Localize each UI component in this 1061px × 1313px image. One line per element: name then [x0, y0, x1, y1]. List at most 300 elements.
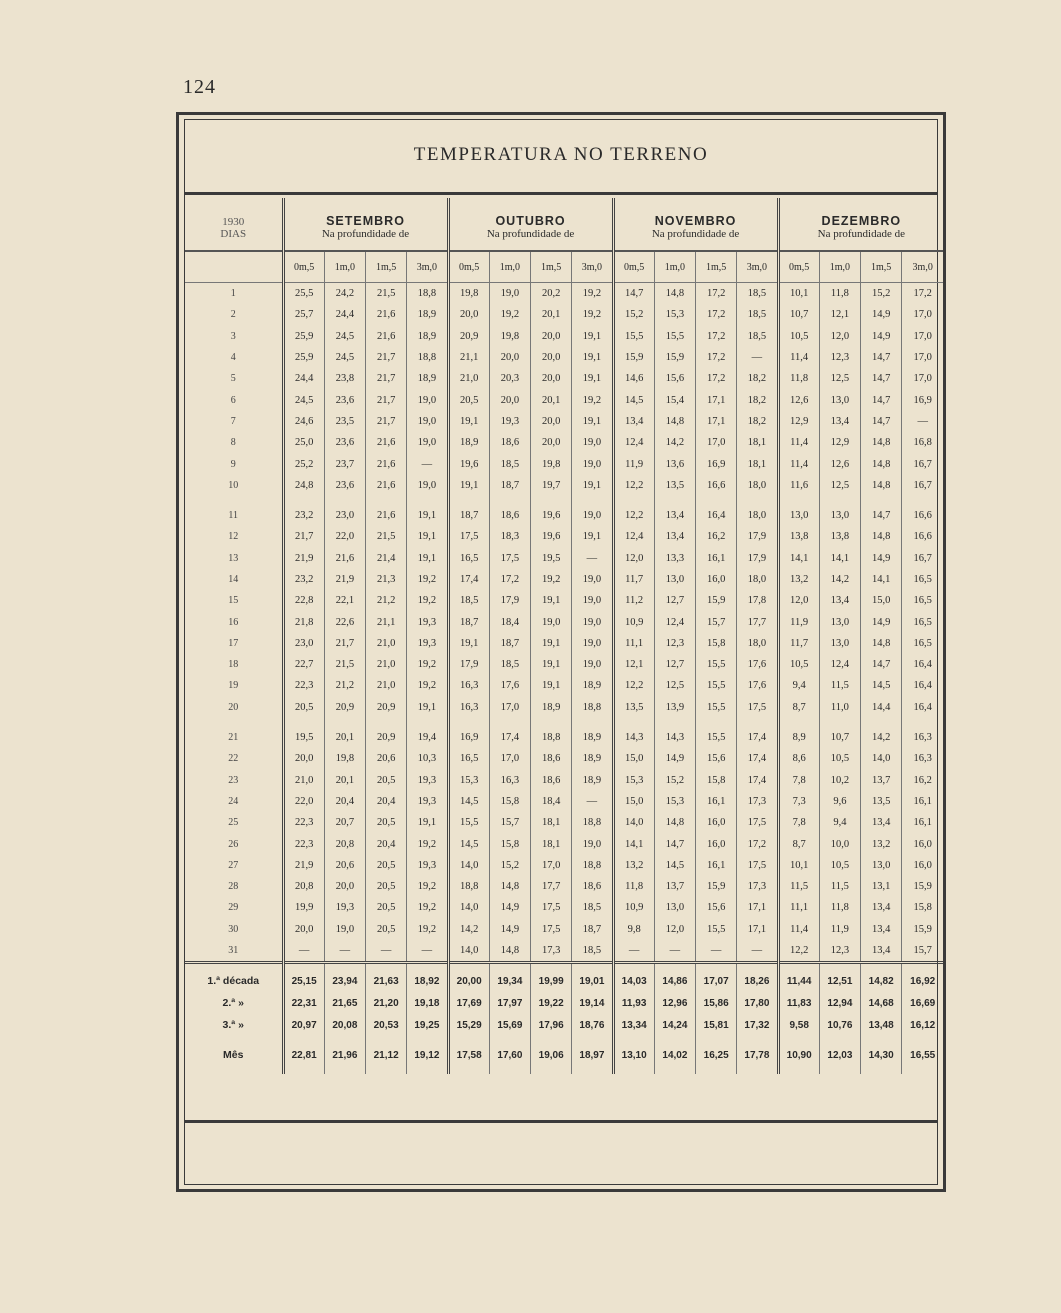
temperature-cell: 19,2: [572, 389, 613, 410]
temperature-cell: 17,2: [696, 368, 737, 389]
temperature-cell: 12,7: [654, 590, 695, 611]
temperature-cell: 16,0: [902, 833, 943, 854]
temperature-cell: 14,2: [448, 919, 489, 940]
depth-header-row: [185, 251, 943, 283]
temperature-cell: 15,9: [902, 876, 943, 897]
temperature-cell: 15,7: [902, 940, 943, 963]
temperature-cell: 10,7: [819, 727, 860, 748]
table-row: [185, 505, 943, 526]
temperature-cell: 18,5: [737, 304, 778, 325]
temperature-cell: 11,9: [819, 919, 860, 940]
day-number: 5: [230, 373, 236, 385]
temperature-cell: 13,4: [654, 505, 695, 526]
day-number: 25: [228, 817, 239, 829]
temperature-cell: 21,7: [366, 411, 407, 432]
temperature-cell: 7,3: [778, 791, 819, 812]
temperature-cell: 14,9: [489, 897, 530, 918]
summary-cell: 16,55: [902, 1036, 943, 1074]
temperature-cell: 18,8: [572, 697, 613, 718]
table-row: [185, 526, 943, 547]
temperature-cell: 21,9: [324, 569, 365, 590]
temperature-cell: 16,6: [902, 526, 943, 547]
summary-cell: 12,94: [819, 992, 860, 1014]
temperature-cell: 24,5: [324, 326, 365, 347]
summary-cell: 11,93: [613, 992, 654, 1014]
temperature-cell: 20,1: [324, 770, 365, 791]
summary-cell: 21,65: [324, 992, 365, 1014]
temperature-cell: 20,0: [489, 389, 530, 410]
temperature-cell: 20,8: [283, 876, 324, 897]
depth-header: 0m,5: [448, 251, 489, 283]
day-number: 10: [228, 479, 239, 491]
day-number: 8: [230, 437, 236, 449]
temperature-cell: 18,9: [572, 727, 613, 748]
temperature-cell: 19,5: [283, 727, 324, 748]
temperature-cell: 21,6: [366, 453, 407, 474]
temperature-cell: 17,6: [737, 654, 778, 675]
temperature-cell: 17,2: [696, 304, 737, 325]
temperature-cell: 14,9: [489, 919, 530, 940]
temperature-cell: 20,5: [366, 876, 407, 897]
summary-cell: 19,25: [407, 1014, 448, 1036]
temperature-cell: 10,1: [778, 283, 819, 305]
temperature-cell: 19,1: [407, 548, 448, 569]
temperature-cell: 17,9: [448, 654, 489, 675]
temperature-cell: 12,2: [613, 475, 654, 496]
summary-label: 3.ª »: [222, 1019, 244, 1032]
temperature-cell: 13,2: [613, 855, 654, 876]
temperature-cell: 9,8: [613, 919, 654, 940]
temperature-cell: 24,5: [324, 347, 365, 368]
temperature-cell: 12,4: [613, 432, 654, 453]
temperature-cell: 19,1: [572, 411, 613, 432]
temperature-cell: 16,3: [902, 727, 943, 748]
temperature-cell: 16,3: [448, 675, 489, 696]
summary-cell: 16,25: [696, 1036, 737, 1074]
temperature-cell: 18,0: [737, 505, 778, 526]
temperature-cell: 20,5: [366, 770, 407, 791]
temperature-cell: 8,9: [778, 727, 819, 748]
table-row: [185, 812, 943, 833]
table-frame: [176, 112, 946, 1192]
temperature-cell: 20,7: [324, 812, 365, 833]
temperature-cell: 16,7: [902, 453, 943, 474]
summary-cell: 12,51: [819, 963, 860, 993]
temperature-cell: 11,2: [613, 590, 654, 611]
temperature-cell: 19,1: [531, 633, 572, 654]
temperature-cell: 23,6: [324, 432, 365, 453]
temperature-cell: 22,0: [324, 526, 365, 547]
temperature-cell: 16,4: [696, 505, 737, 526]
temperature-cell: 14,0: [613, 812, 654, 833]
temperature-cell: 21,7: [366, 368, 407, 389]
temperature-cell: 20,5: [366, 919, 407, 940]
temperature-cell: 20,0: [283, 748, 324, 769]
temperature-cell: 20,0: [531, 411, 572, 432]
summary-cell: 11,83: [778, 992, 819, 1014]
temperature-cell: 18,6: [531, 748, 572, 769]
summary-cell: 15,81: [696, 1014, 737, 1036]
temperature-cell: 10,5: [778, 654, 819, 675]
temperature-cell: 20,6: [366, 748, 407, 769]
table-row: [185, 833, 943, 854]
depth-header: 1m,5: [696, 251, 737, 283]
year-label: 1930: [222, 216, 245, 228]
summary-cell: 10,90: [778, 1036, 819, 1074]
temperature-cell: 20,0: [531, 368, 572, 389]
temperature-cell: 19,1: [572, 475, 613, 496]
temperature-cell: 19,7: [531, 475, 572, 496]
day-number: 15: [228, 595, 239, 607]
day-number: 21: [228, 732, 239, 744]
temperature-cell: 16,1: [696, 855, 737, 876]
temperature-cell: 15,8: [489, 791, 530, 812]
temperature-cell: 12,5: [819, 475, 860, 496]
temperature-cell: 12,1: [613, 654, 654, 675]
temperature-cell: 22,6: [324, 611, 365, 632]
temperature-cell: 9,4: [819, 812, 860, 833]
summary-cell: 17,78: [737, 1036, 778, 1074]
temperature-cell: —: [737, 940, 778, 963]
temperature-cell: 16,1: [696, 791, 737, 812]
temperature-cell: 14,8: [861, 453, 902, 474]
temperature-cell: 19,3: [407, 770, 448, 791]
temperature-cell: 15,0: [613, 748, 654, 769]
temperature-cell: —: [572, 791, 613, 812]
temperature-cell: 20,0: [489, 347, 530, 368]
temperature-cell: 18,8: [572, 855, 613, 876]
temperature-cell: 14,8: [654, 411, 695, 432]
table-title: TEMPERATURA NO TERRENO: [413, 144, 709, 165]
summary-cell: 19,22: [531, 992, 572, 1014]
temperature-cell: 16,1: [902, 812, 943, 833]
temperature-cell: —: [902, 411, 943, 432]
temperature-cell: 10,5: [819, 855, 860, 876]
temperature-cell: 12,9: [778, 411, 819, 432]
temperature-cell: 19,2: [572, 304, 613, 325]
summary-cell: 14,82: [861, 963, 902, 993]
temperature-cell: 14,8: [861, 633, 902, 654]
temperature-cell: 14,1: [778, 548, 819, 569]
temperature-cell: 11,8: [819, 283, 860, 305]
temperature-cell: 16,5: [902, 569, 943, 590]
day-number: 6: [230, 394, 236, 406]
temperature-cell: 23,5: [324, 411, 365, 432]
temperature-cell: 19,9: [283, 897, 324, 918]
temperature-cell: 16,4: [902, 697, 943, 718]
temperature-cell: 13,4: [819, 590, 860, 611]
temperature-cell: 25,0: [283, 432, 324, 453]
temperature-cell: 16,1: [696, 548, 737, 569]
temperature-cell: 18,5: [448, 590, 489, 611]
temperature-cell: 10,2: [819, 770, 860, 791]
temperature-cell: 13,0: [819, 633, 860, 654]
temperature-cell: 18,9: [572, 675, 613, 696]
temperature-cell: 16,4: [902, 675, 943, 696]
temperature-cell: 21,1: [366, 611, 407, 632]
temperature-cell: 17,4: [448, 569, 489, 590]
temperature-cell: —: [654, 940, 695, 963]
temperature-cell: 23,0: [324, 505, 365, 526]
temperature-cell: 15,3: [613, 770, 654, 791]
temperature-cell: 15,8: [489, 833, 530, 854]
summary-cell: 11,44: [778, 963, 819, 993]
temperature-cell: 16,6: [696, 475, 737, 496]
depth-subheading: Na profundidade de: [448, 228, 613, 251]
temperature-cell: 9,4: [778, 675, 819, 696]
temperature-cell: 11,1: [778, 897, 819, 918]
temperature-cell: 17,2: [489, 569, 530, 590]
temperature-cell: 11,6: [778, 475, 819, 496]
temperature-cell: 25,9: [283, 347, 324, 368]
table-row: [185, 368, 943, 389]
temperature-cell: 19,1: [531, 675, 572, 696]
temperature-cell: 20,4: [324, 791, 365, 812]
temperature-cell: 22,3: [283, 812, 324, 833]
temperature-cell: 12,0: [613, 548, 654, 569]
temperature-cell: 14,7: [861, 368, 902, 389]
temperature-cell: 18,0: [737, 633, 778, 654]
temperature-cell: 15,9: [654, 347, 695, 368]
temperature-cell: 18,5: [737, 283, 778, 305]
temperature-cell: 13,7: [861, 770, 902, 791]
temperature-cell: 13,5: [861, 791, 902, 812]
temperature-cell: 14,5: [861, 675, 902, 696]
temperature-cell: 14,3: [613, 727, 654, 748]
temperature-cell: —: [324, 940, 365, 963]
temperature-cell: 13,4: [654, 526, 695, 547]
temperature-cell: 22,3: [283, 675, 324, 696]
temperature-cell: 16,0: [696, 569, 737, 590]
temperature-cell: 21,6: [366, 326, 407, 347]
temperature-cell: 18,7: [448, 505, 489, 526]
temperature-cell: 20,0: [531, 347, 572, 368]
temperature-cell: 17,3: [737, 876, 778, 897]
temperature-cell: 15,5: [696, 727, 737, 748]
temperature-cell: 13,4: [861, 812, 902, 833]
temperature-cell: 18,7: [489, 475, 530, 496]
temperature-cell: 21,1: [448, 347, 489, 368]
summary-cell: 19,12: [407, 1036, 448, 1074]
temperature-cell: 19,1: [407, 697, 448, 718]
summary-cell: 18,92: [407, 963, 448, 993]
summary-cell: 20,00: [448, 963, 489, 993]
temperature-cell: 12,2: [613, 505, 654, 526]
temperature-cell: 16,0: [902, 855, 943, 876]
temperature-cell: 14,7: [861, 411, 902, 432]
temperature-cell: 14,9: [861, 611, 902, 632]
day-number: 11: [228, 510, 239, 522]
temperature-cell: 19,3: [324, 897, 365, 918]
temperature-cell: 17,1: [696, 411, 737, 432]
temperature-cell: 24,4: [283, 368, 324, 389]
temperature-cell: 13,2: [861, 833, 902, 854]
day-number: 7: [230, 415, 236, 427]
temperature-cell: 11,4: [778, 453, 819, 474]
temperature-cell: 8,6: [778, 748, 819, 769]
temperature-cell: 17,1: [737, 897, 778, 918]
temperature-cell: 20,0: [283, 919, 324, 940]
temperature-cell: 13,4: [613, 411, 654, 432]
temperature-cell: 15,8: [902, 897, 943, 918]
temperature-cell: 18,2: [737, 368, 778, 389]
depth-header: 3m,0: [407, 251, 448, 283]
day-number: 18: [228, 659, 239, 671]
temperature-cell: 21,7: [366, 389, 407, 410]
title-divider: [185, 192, 937, 195]
temperature-cell: 19,0: [572, 633, 613, 654]
temperature-cell: 19,1: [448, 411, 489, 432]
temperature-cell: 20,9: [324, 697, 365, 718]
temperature-cell: 13,2: [778, 569, 819, 590]
temperature-cell: 18,5: [489, 654, 530, 675]
temperature-cell: 14,2: [819, 569, 860, 590]
temperature-cell: 19,1: [407, 526, 448, 547]
summary-row: [185, 1014, 943, 1036]
depth-subheading: Na profundidade de: [778, 228, 943, 251]
temperature-cell: 15,6: [654, 368, 695, 389]
temperature-cell: 14,8: [489, 940, 530, 963]
temperature-cell: 20,1: [531, 389, 572, 410]
temperature-cell: 18,8: [407, 283, 448, 305]
summary-cell: 22,81: [283, 1036, 324, 1074]
day-number: 16: [228, 616, 239, 628]
temperature-cell: 17,5: [489, 548, 530, 569]
temperature-cell: 18,9: [531, 697, 572, 718]
summary-cell: 20,08: [324, 1014, 365, 1036]
table-row: [185, 347, 943, 368]
temperature-cell: 23,2: [283, 505, 324, 526]
temperature-cell: 19,2: [407, 876, 448, 897]
temperature-cell: 22,7: [283, 654, 324, 675]
summary-cell: 19,99: [531, 963, 572, 993]
temperature-cell: 12,6: [819, 453, 860, 474]
temperature-cell: 16,9: [448, 727, 489, 748]
temperature-cell: 16,8: [902, 432, 943, 453]
temperature-cell: 19,1: [407, 505, 448, 526]
temperature-cell: 19,3: [407, 611, 448, 632]
temperature-cell: 15,9: [902, 919, 943, 940]
day-number: 1: [230, 288, 236, 300]
temperature-cell: 20,8: [324, 833, 365, 854]
temperature-cell: 21,7: [324, 633, 365, 654]
temperature-cell: 12,6: [778, 389, 819, 410]
temperature-cell: 19,3: [407, 855, 448, 876]
depth-header: 1m,5: [531, 251, 572, 283]
month-header: SETEMBRO: [283, 198, 448, 228]
day-number: 22: [228, 753, 239, 765]
temperature-cell: 13,0: [654, 897, 695, 918]
summary-cell: 22,31: [283, 992, 324, 1014]
day-number: 9: [230, 458, 236, 470]
temperature-cell: 14,1: [819, 548, 860, 569]
month-header: OUTUBRO: [448, 198, 613, 228]
temperature-cell: 16,3: [448, 697, 489, 718]
summary-cell: 14,86: [654, 963, 695, 993]
temperature-cell: 12,2: [778, 940, 819, 963]
temperature-cell: 19,1: [572, 526, 613, 547]
decade-gap: [185, 496, 943, 505]
temperature-cell: 16,1: [902, 791, 943, 812]
temperature-cell: 19,8: [448, 283, 489, 305]
temperature-cell: 25,9: [283, 326, 324, 347]
temperature-cell: 17,0: [902, 368, 943, 389]
temperature-cell: 15,8: [696, 770, 737, 791]
temperature-cell: 11,4: [778, 347, 819, 368]
summary-cell: 15,69: [489, 1014, 530, 1036]
summary-cell: 16,69: [902, 992, 943, 1014]
temperature-cell: 17,0: [902, 326, 943, 347]
summary-cell: 14,03: [613, 963, 654, 993]
temperature-cell: 25,2: [283, 453, 324, 474]
temperature-cell: 18,9: [572, 770, 613, 791]
table-row: [185, 940, 943, 963]
temperature-cell: 18,5: [572, 897, 613, 918]
temperature-cell: 16,2: [902, 770, 943, 791]
temperature-cell: 19,3: [407, 633, 448, 654]
temperature-cell: 22,1: [324, 590, 365, 611]
temperature-cell: 17,6: [489, 675, 530, 696]
depth-header: 1m,5: [861, 251, 902, 283]
temperature-cell: 15,2: [654, 770, 695, 791]
summary-cell: 16,92: [902, 963, 943, 993]
temperature-cell: 17,9: [737, 526, 778, 547]
temperature-cell: 17,5: [531, 919, 572, 940]
temperature-cell: 19,0: [531, 611, 572, 632]
summary-cell: 14,68: [861, 992, 902, 1014]
temperature-cell: 11,4: [778, 919, 819, 940]
temperature-cell: 13,8: [778, 526, 819, 547]
depth-header: 1m,0: [324, 251, 365, 283]
temperature-cell: 9,6: [819, 791, 860, 812]
temperature-cell: 18,5: [489, 453, 530, 474]
depth-header: 1m,0: [654, 251, 695, 283]
temperature-cell: 13,8: [819, 526, 860, 547]
temperature-cell: 13,4: [861, 940, 902, 963]
temperature-cell: 18,5: [737, 326, 778, 347]
temperature-cell: 15,5: [696, 919, 737, 940]
temperature-cell: 24,8: [283, 475, 324, 496]
temperature-cell: 21,8: [283, 611, 324, 632]
temperature-cell: 21,7: [283, 526, 324, 547]
temperature-cell: 19,0: [407, 432, 448, 453]
temperature-cell: 17,4: [489, 727, 530, 748]
temperature-cell: 16,9: [902, 389, 943, 410]
temperature-cell: 13,5: [613, 697, 654, 718]
temperature-cell: 16,5: [902, 633, 943, 654]
temperature-cell: 18,6: [489, 505, 530, 526]
temperature-cell: 19,1: [572, 326, 613, 347]
temperature-cell: 19,4: [407, 727, 448, 748]
temperature-cell: 16,6: [902, 505, 943, 526]
temperature-cell: 13,1: [861, 876, 902, 897]
temperature-cell: 19,2: [407, 919, 448, 940]
temperature-cell: 12,3: [819, 940, 860, 963]
temperature-cell: 15,5: [696, 675, 737, 696]
table-row: [185, 770, 943, 791]
day-number: 27: [228, 859, 239, 871]
summary-cell: 14,30: [861, 1036, 902, 1074]
depth-header: 1m,0: [489, 251, 530, 283]
temperature-cell: 14,7: [861, 505, 902, 526]
day-number: 29: [228, 902, 239, 914]
temperature-cell: —: [613, 940, 654, 963]
temperature-cell: 17,4: [737, 770, 778, 791]
temperature-cell: 16,9: [696, 453, 737, 474]
temperature-cell: 15,2: [489, 855, 530, 876]
temperature-cell: 15,3: [654, 791, 695, 812]
day-number: 12: [228, 531, 239, 543]
